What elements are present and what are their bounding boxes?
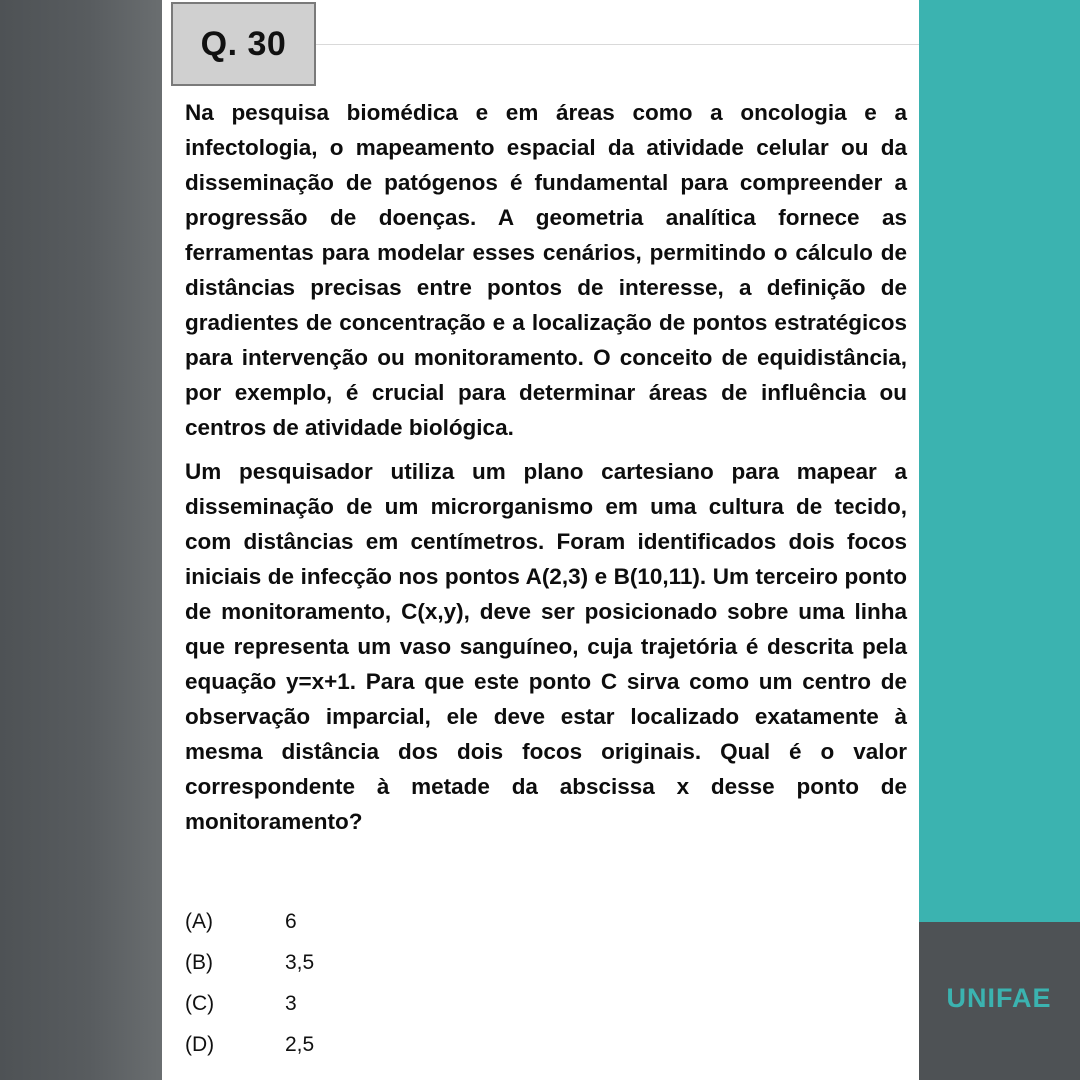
alternative-text: 3,5 [285, 951, 315, 974]
unifae-logo: UNIFAE [946, 983, 1052, 1013]
alternative-option-d[interactable] [185, 1033, 907, 1074]
statement-paragraph-2: Um pesquisador utiliza um plano cartesiano para mapear a disseminação de um microrganismo em uma cultura de tecido, com distâncias em centímetros. Foram identificados dois focos iniciais de infecção nos pontos A(2,3) e B(10,11). Um terceiro ponto de monitoramento, C(x,y), deve ser posicionado sobre uma linha que representa um vaso sanguíneo, cuja trajetória é descrita pela equação y=x+1. Para que este ponto C sirva como um centro de observação imparcial, ele deve estar localizado exatamente à mesma distância dos dois focos originais. Qual é o valor correspondente à metade da abscissa x desse ponto de monitoramento? [185, 459, 907, 834]
alternative-option-b[interactable] [185, 951, 907, 992]
right-accent-panel [919, 0, 1080, 922]
alternatives-list [185, 910, 907, 1074]
alternative-text: 2,5 [285, 1033, 315, 1056]
statement-paragraph-1: Na pesquisa biomédica e em áreas como a oncologia e a infectologia, o mapeamento espacial da atividade celular ou da disseminação de patógenos é fundamental para compreender a progressão de doenças. A geometria analítica fornece as ferramentas para modelar esses cenários, permitindo o cálculo de distâncias precisas entre pontos de interesse, a definição de gradientes de concentração e a localização de pontos estratégicos para intervenção ou monitoramento. O conceito de equidistância, por exemplo, é crucial para determinar áreas de influência ou centros de atividade biológica. [185, 100, 907, 440]
left-background-panel [0, 0, 162, 1080]
question-statement [185, 95, 907, 839]
alternative-letter: (B) [185, 951, 213, 974]
alternative-option-c[interactable] [185, 992, 907, 1033]
alternative-letter: (C) [185, 992, 215, 1015]
question-number-badge [171, 2, 316, 86]
alternative-letter: (D) [185, 1033, 215, 1056]
question-header [162, 0, 919, 88]
question-sheet [162, 0, 919, 1080]
alternative-option-a[interactable] [185, 910, 907, 951]
alternative-text: 6 [285, 910, 297, 933]
question-number-label: Q. 30 [200, 24, 287, 63]
alternative-text: 3 [285, 992, 297, 1015]
alternative-letter: (A) [185, 910, 213, 933]
